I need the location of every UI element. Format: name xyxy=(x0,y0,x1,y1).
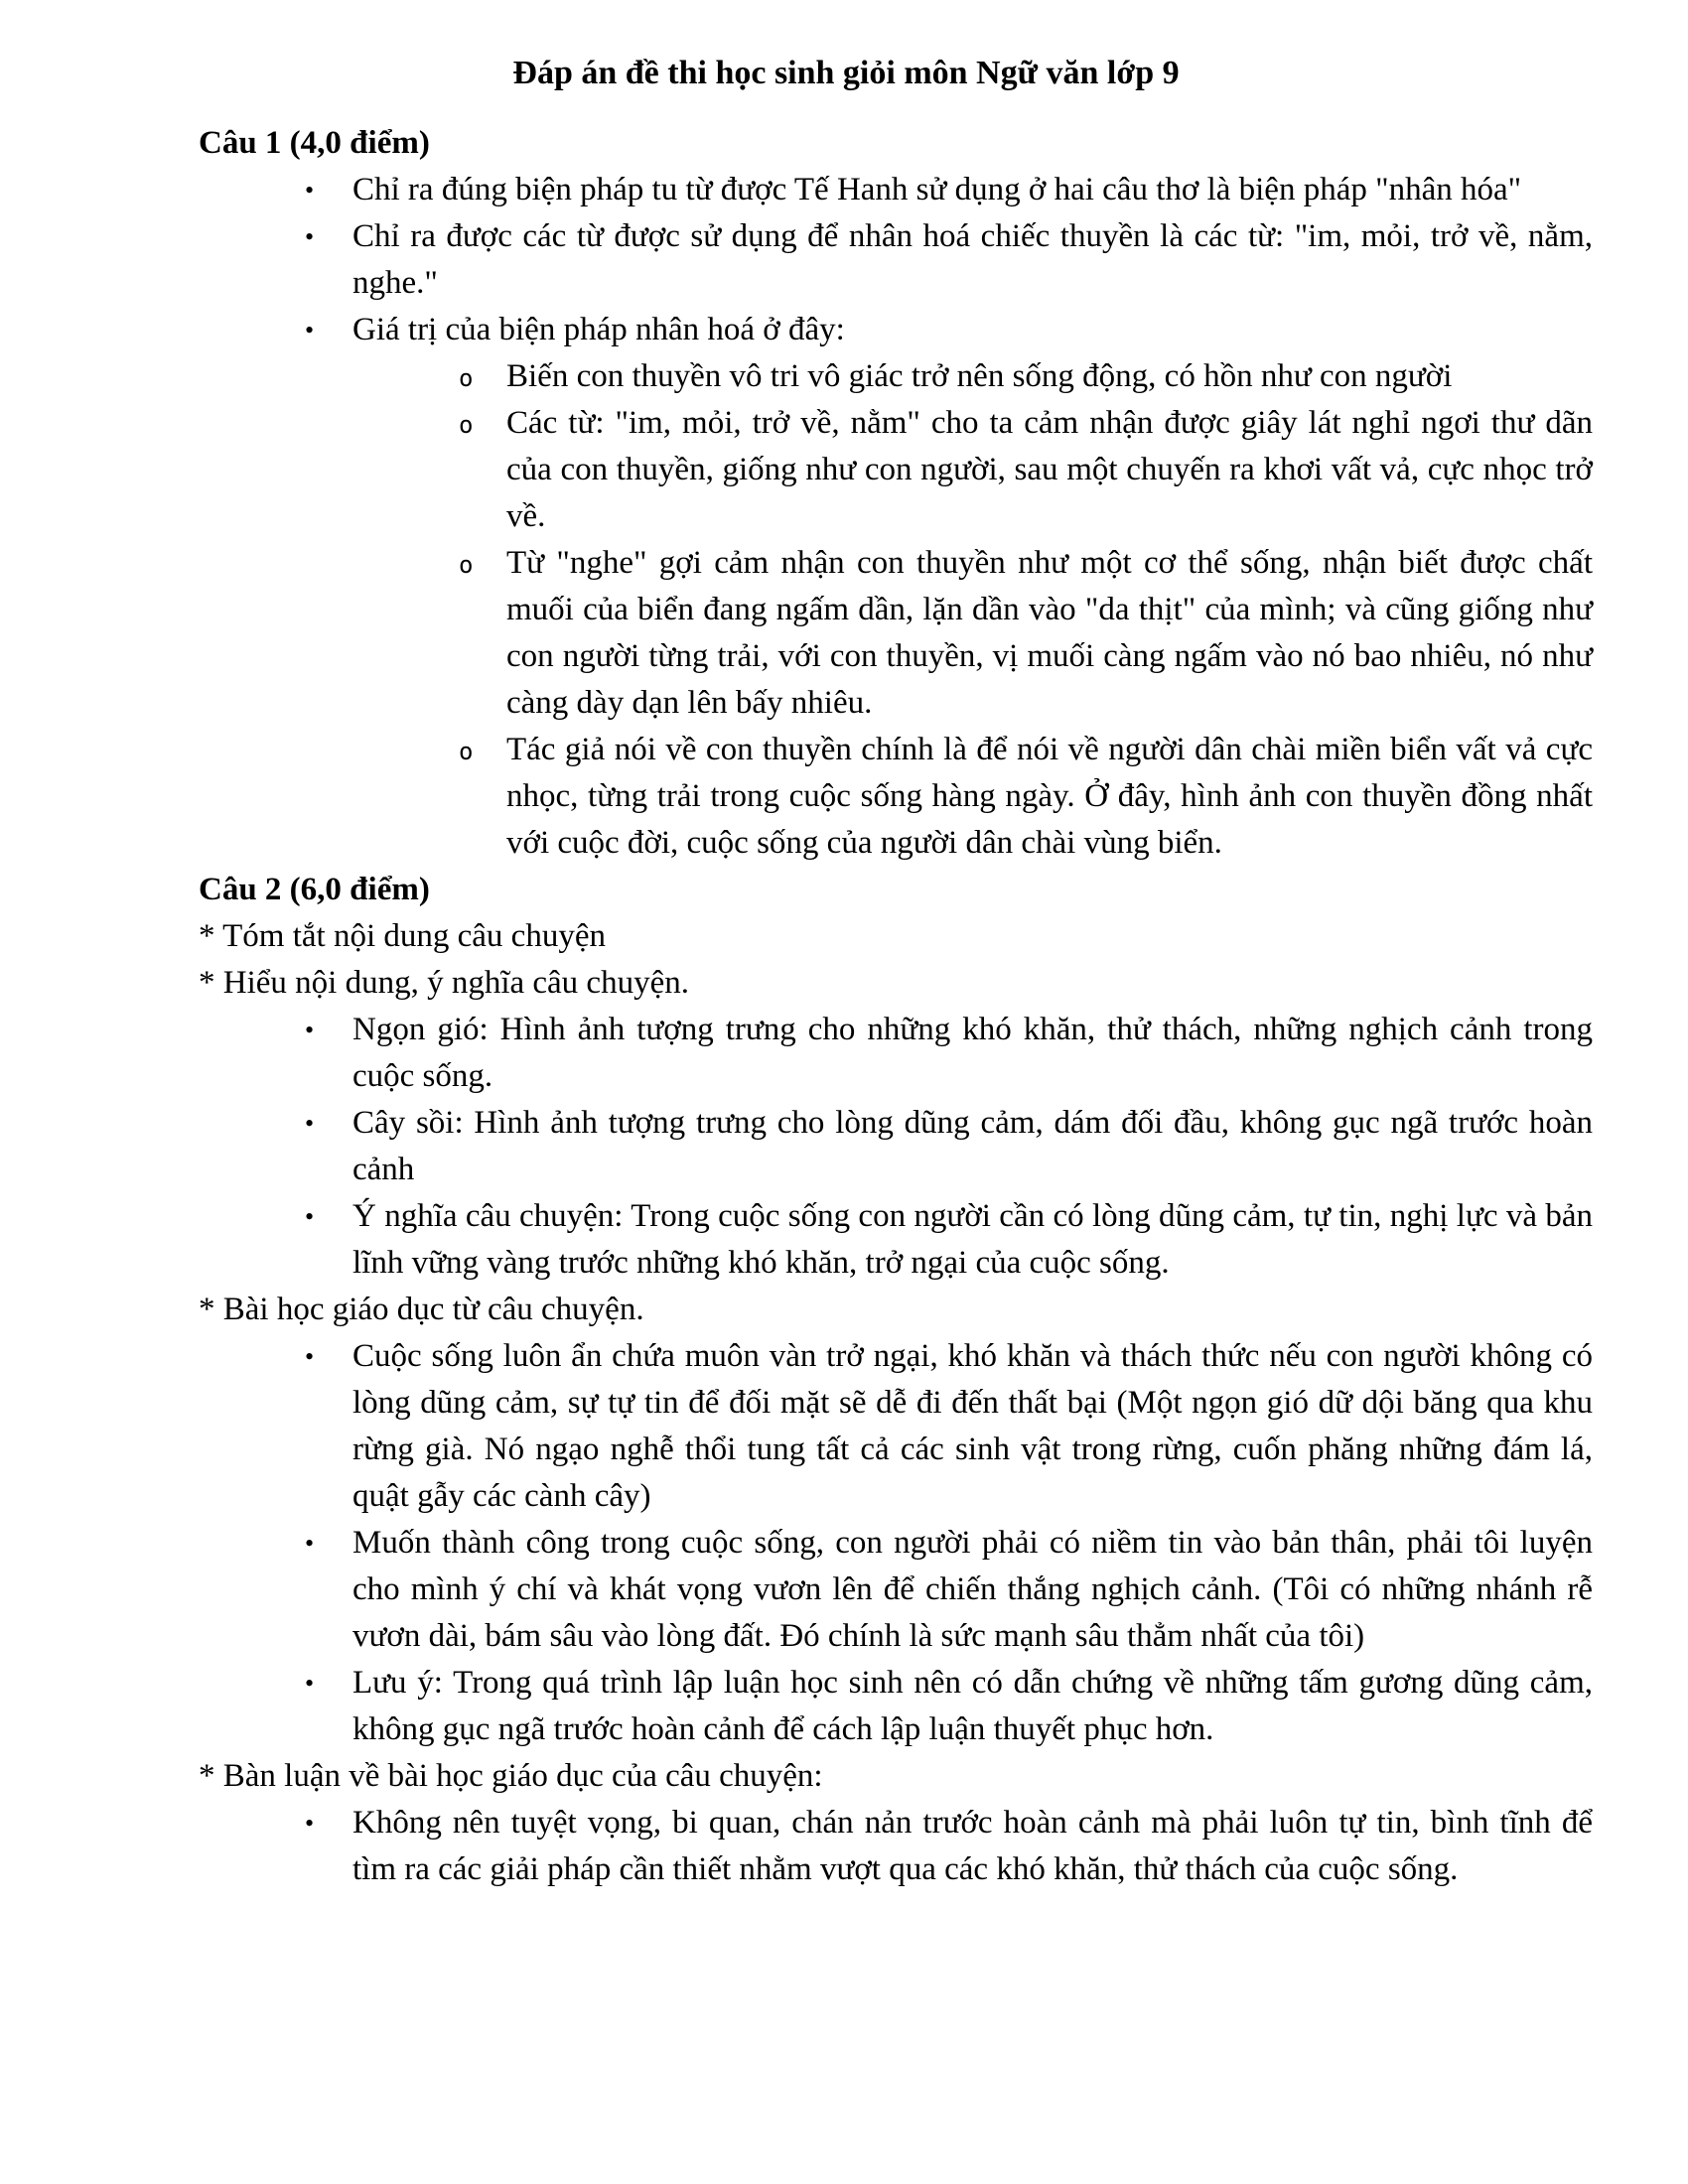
circle-bullet-icon: o xyxy=(459,551,474,579)
list-item xyxy=(305,1660,1593,1753)
list-item-text: Cuộc sống luôn ẩn chứa muôn vàn trở ngại, khó khăn và thách thức nếu con người không có lòng dũng cảm, sự tự tin để đối mặt sẽ dễ đi đến thất bại (Một ngọn gió dữ dội băng qua khu rừng già. Nó ngạo nghễ thổi tung tất cả các sinh vật trong rừng, cuốn phăng những đám lá, quật gẫy các cành cây) xyxy=(352,1338,1593,1514)
list-item-text: Chỉ ra được các từ được sử dụng để nhân hoá chiếc thuyền là các từ: "im, mỏi, trở về, nằm, nghe." xyxy=(352,218,1593,301)
list-item xyxy=(305,1520,1593,1660)
section-line-discussion: * Bàn luận về bài học giáo dục của câu chuyện: xyxy=(199,1758,823,1794)
list-item xyxy=(305,307,1593,867)
discussion-list xyxy=(199,1800,1593,1893)
section-line-summary: * Tóm tắt nội dung câu chuyện xyxy=(199,918,606,954)
list-item-text: Muốn thành công trong cuộc sống, con người phải có niềm tin vào bản thân, phải tôi luyện cho mình ý chí và khát vọng vươn lên để chiến thắng nghịch cảnh. (Tôi có những nhánh rễ vươn dài, bám sâu vào lòng đất. Đó chính là sức mạnh sâu thẳm nhất của tôi) xyxy=(352,1525,1593,1654)
list-item xyxy=(305,1007,1593,1100)
bullet-icon: • xyxy=(305,1809,315,1838)
sub-list-item-text: Từ "nghe" gợi cảm nhận con thuyền như một cơ thể sống, nhận biết được chất muối của biển đang ngấm dần, lặn dần vào "da thịt" của mình; và cũng giống như con người từng trải, với con thuyền, vị muối càng ngấm vào nó bao nhiêu, nó như càng dày dạn lên bấy nhiêu. xyxy=(506,545,1593,721)
list-item xyxy=(305,1333,1593,1520)
list-item-text: Ý nghĩa câu chuyện: Trong cuộc sống con người cần có lòng dũng cảm, tự tin, nghị lực và bản lĩnh vững vàng trước những khó khăn, trở ngại của cuộc sống. xyxy=(352,1198,1593,1281)
sub-list-item xyxy=(459,540,1593,727)
bullet-icon: • xyxy=(305,176,315,205)
circle-bullet-icon: o xyxy=(459,411,474,439)
sub-list-item xyxy=(459,400,1593,540)
list-item xyxy=(305,167,1593,213)
list-item-text: Ngọn gió: Hình ảnh tượng trưng cho những khó khăn, thử thách, những nghịch cảnh trong cuộc sống. xyxy=(352,1012,1593,1094)
question-2-heading: Câu 2 (6,0 điểm) xyxy=(199,872,430,907)
list-item xyxy=(305,1193,1593,1287)
list-item-text: Giá trị của biện pháp nhân hoá ở đây: xyxy=(352,312,845,347)
question-1-list xyxy=(199,167,1593,867)
sub-list-item-text: Các từ: "im, mỏi, trở về, nằm" cho ta cảm nhận được giây lát nghỉ ngơi thư dãn của con thuyền, giống như con người, sau một chuyến ra khơi vất vả, cực nhọc trở về. xyxy=(506,405,1593,534)
list-item xyxy=(305,1100,1593,1193)
bullet-icon: • xyxy=(305,1529,315,1558)
section-line-lesson: * Bài học giáo dục từ câu chuyện. xyxy=(199,1292,644,1327)
section-line-meaning: * Hiểu nội dung, ý nghĩa câu chuyện. xyxy=(199,965,689,1001)
question-1-heading: Câu 1 (4,0 điểm) xyxy=(199,125,430,161)
lesson-list xyxy=(199,1333,1593,1753)
list-item-text: Lưu ý: Trong quá trình lập luận học sinh nên có dẫn chứng về những tấm gương dũng cảm, không gục ngã trước hoàn cảnh để cách lập luận thuyết phục hơn. xyxy=(352,1665,1593,1747)
sub-list-item xyxy=(459,353,1593,400)
list-item-text: Chỉ ra đúng biện pháp tu từ được Tế Hanh sử dụng ở hai câu thơ là biện pháp "nhân hóa" xyxy=(352,172,1522,207)
list-item xyxy=(305,213,1593,307)
sub-list-item-text: Biến con thuyền vô tri vô giác trở nên sống động, có hồn như con người xyxy=(506,358,1453,394)
meaning-list xyxy=(199,1007,1593,1287)
circle-bullet-icon: o xyxy=(459,738,474,765)
document-title: Đáp án đề thi học sinh giỏi môn Ngữ văn lớp 9 xyxy=(512,55,1180,91)
bullet-icon: • xyxy=(305,1342,315,1371)
bullet-icon: • xyxy=(305,222,315,251)
bullet-icon: • xyxy=(305,1202,315,1231)
list-item-text: Không nên tuyệt vọng, bi quan, chán nản trước hoàn cảnh mà phải luôn tự tin, bình tĩnh để tìm ra các giải pháp cần thiết nhằm vượt qua các khó khăn, thử thách của cuộc sống. xyxy=(352,1805,1593,1887)
circle-bullet-icon: o xyxy=(459,364,474,392)
sub-list-item xyxy=(459,727,1593,867)
list-item xyxy=(305,1800,1593,1893)
bullet-icon: • xyxy=(305,316,315,344)
list-item-text: Cây sồi: Hình ảnh tượng trưng cho lòng dũng cảm, dám đối đầu, không gục ngã trước hoàn cảnh xyxy=(352,1105,1593,1187)
bullet-icon: • xyxy=(305,1016,315,1044)
sub-list xyxy=(352,353,1593,867)
bullet-icon: • xyxy=(305,1669,315,1698)
sub-list-item-text: Tác giả nói về con thuyền chính là để nói về người dân chài miền biển vất vả cực nhọc, từng trải trong cuộc sống hàng ngày. Ở đây, hình ảnh con thuyền đồng nhất với cuộc đời, cuộc sống của người dân chài vùng biển. xyxy=(506,732,1593,861)
bullet-icon: • xyxy=(305,1109,315,1138)
